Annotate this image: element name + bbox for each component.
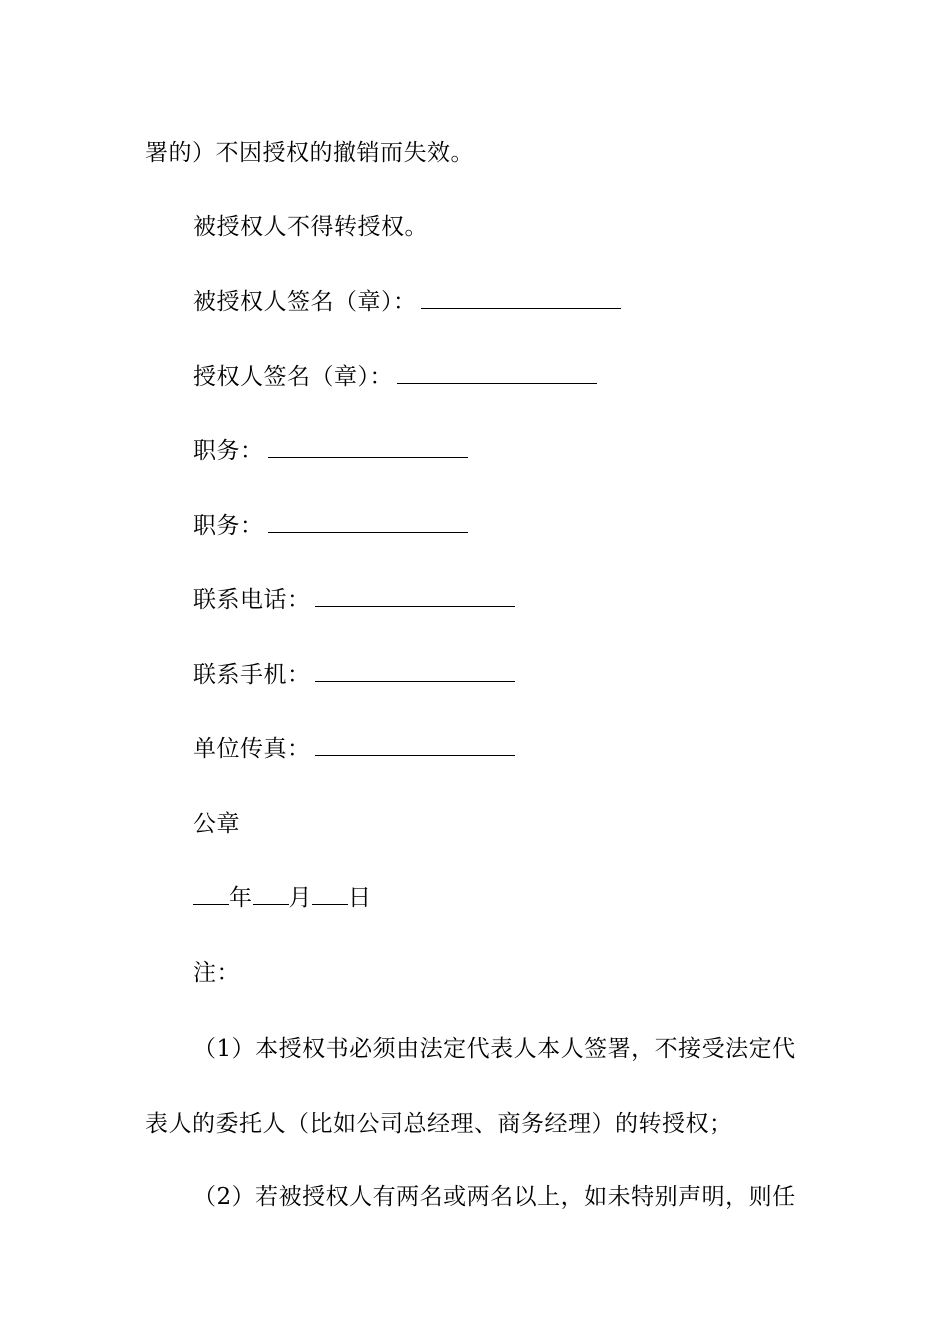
label-fax: 单位传真： [193, 736, 311, 762]
text-no-sub-authorization: 被授权人不得转授权。 [193, 214, 428, 240]
blank-month[interactable] [253, 884, 289, 905]
label-position-1: 职务： [193, 438, 264, 464]
text-note-1-line-2: 表人的委托人（比如公司总经理、商务经理）的转授权； [145, 1111, 733, 1137]
paragraph-continuation [145, 138, 474, 168]
paragraph-no-sub-authorization [193, 212, 428, 242]
field-official-seal [193, 809, 240, 839]
field-date [193, 883, 372, 913]
label-month: 月 [288, 885, 312, 911]
label-position-2: 职务： [193, 513, 264, 539]
field-grantor-signature [193, 362, 597, 392]
text-note-1-line-1: （1）本授权书必须由法定代表人本人签署，不接受法定代 [193, 1036, 796, 1062]
field-phone [193, 585, 515, 615]
text-revocation-clause: 署的）不因授权的撤销而失效。 [145, 140, 474, 166]
label-authorized-signature: 被授权人签名（章）： [193, 289, 417, 315]
label-mobile: 联系手机： [193, 662, 311, 688]
field-fax [193, 734, 515, 764]
label-grantor-signature: 授权人签名（章）： [193, 364, 393, 390]
label-year: 年 [229, 885, 253, 911]
blank-position-2[interactable] [268, 512, 468, 533]
text-notes-heading: 注： [193, 960, 240, 986]
text-note-2-line-1: （2）若被授权人有两名或两名以上，如未特别声明，则任 [193, 1184, 796, 1210]
note-1-line-2 [145, 1109, 733, 1139]
label-day: 日 [348, 885, 372, 911]
blank-authorized-signature[interactable] [421, 288, 621, 309]
label-official-seal: 公章 [193, 811, 240, 837]
blank-year[interactable] [193, 884, 229, 905]
field-position-1 [193, 436, 468, 466]
notes-heading [193, 958, 240, 988]
note-2-line-1 [193, 1182, 796, 1212]
note-1-line-1 [193, 1034, 796, 1064]
blank-fax[interactable] [315, 735, 515, 756]
blank-day[interactable] [312, 884, 348, 905]
blank-position-1[interactable] [268, 437, 468, 458]
field-authorized-signature [193, 287, 621, 317]
blank-phone[interactable] [315, 586, 515, 607]
blank-grantor-signature[interactable] [397, 363, 597, 384]
blank-mobile[interactable] [315, 661, 515, 682]
field-position-2 [193, 511, 468, 541]
label-phone: 联系电话： [193, 587, 311, 613]
field-mobile [193, 660, 515, 690]
